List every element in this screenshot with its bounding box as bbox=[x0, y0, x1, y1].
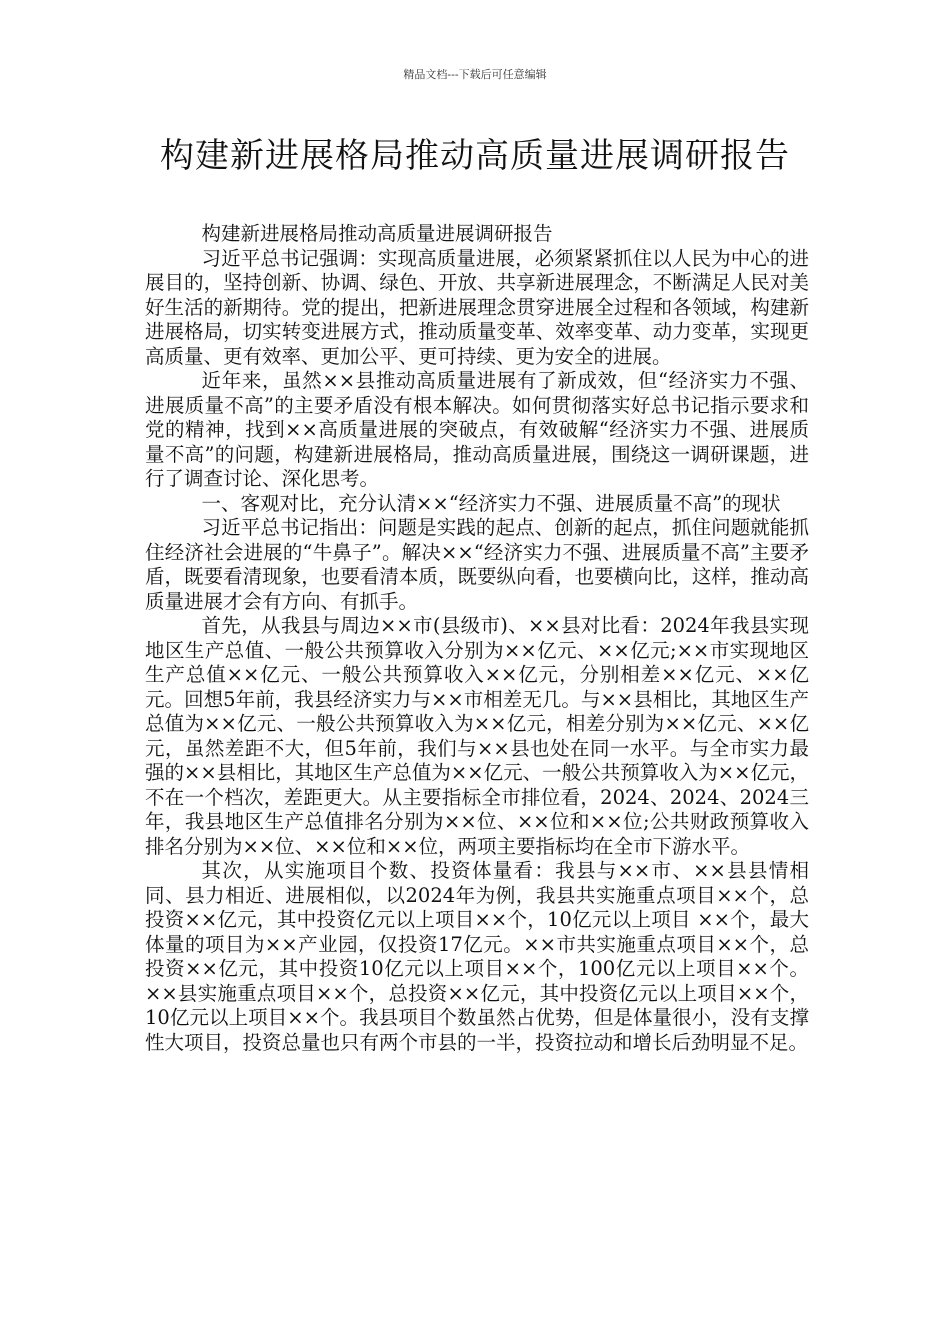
document-title: 构建新进展格局推动高质量进展调研报告 bbox=[160, 136, 790, 176]
header-note: 精品文档---下载后可任意编辑 bbox=[403, 68, 547, 81]
paragraph: 习近平总书记强调：实现高质量进展，必须紧紧抓住以人民为中心的进展目的，坚持创新、协调、绿色、开放、共享新进展理念，不断满足人民对美好生活的新期待。党的提出，把新进展理念贯穿进展全过程和各领域，构建新进展格局，切实转变进展方式，推动质量变革、效率变革、动力变革，实现更高质量、更有效率、更加公平、更可持续、更为安全的进展。 bbox=[145, 246, 809, 368]
paragraph-subtitle: 构建新进展格局推动高质量进展调研报告 bbox=[201, 222, 553, 245]
paragraph: 其次，从实施项目个数、投资体量看：我县与××市、××县县情相同、县力相近、进展相似，以2024年为例，我县共实施重点项目××个，总投资××亿元，其中投资亿元以上项目××个，10亿元以上项目 ××个，最大体量的项目为××产业园，仅投资17亿元。××市共实施重点项目××个，总投资××亿元，其中投资10亿元以上项目××个，100亿元以上项目××个。××县实施重点项目××个，总投资××亿元，其中投资亿元以上项目××个，10亿元以上项目××个。我县项目个数虽然占优势，但是体量很小，没有支撑性大项目，投资总量也只有两个市县的一半，投资拉动和增长后劲明显不足。 bbox=[145, 859, 809, 1054]
paragraph: 近年来，虽然××县推动高质量进展有了新成效，但“经济实力不强、进展质量不高”的主要矛盾没有根本解决。如何贯彻落实好总书记指示要求和党的精神，找到××高质量进展的突破点，有效破解“经济实力不强、进展质量不高”的问题，构建新进展格局，推动高质量进展，围绕这一调研课题，进行了调查讨论、深化思考。 bbox=[145, 369, 809, 490]
document-body bbox=[145, 222, 809, 1055]
section-heading: 一、客观对比，充分认清××“经济实力不强、进展质量不高”的现状 bbox=[201, 491, 781, 515]
paragraph: 习近平总书记指出：问题是实践的起点、创新的起点，抓住问题就能抓住经济社会进展的“牛鼻子”。解决××“经济实力不强、进展质量不高”主要矛盾，既要看清现象，也要看清本质，既要纵向看，也要横向比，这样，推动高质量进展才会有方向、有抓手。 bbox=[145, 516, 809, 613]
paragraph: 首先，从我县与周边××市(县级市)、××县对比看：2024年我县实现地区生产总值、一般公共预算收入分别为××亿元、××亿元;××市实现地区生产总值××亿元、一般公共预算收入××亿元，分别相差××亿元、××亿元。回想5年前，我县经济实力与××市相差无几。与××县相比，其地区生产总值为××亿元、一般公共预算收入为××亿元，相差分别为××亿元、××亿元，虽然差距不大，但5年前，我们与××县也处在同一水平。与全市实力最强的××县相比，其地区生产总值为××亿元、一般公共预算收入为××亿元，不在一个档次，差距更大。从主要指标全市排位看，2024、2024、2024三年，我县地区生产总值排名分别为××位、××位和××位;公共财政预算收入排名分别为××位、××位和××位，两项主要指标均在全市下游水平。 bbox=[145, 614, 809, 858]
